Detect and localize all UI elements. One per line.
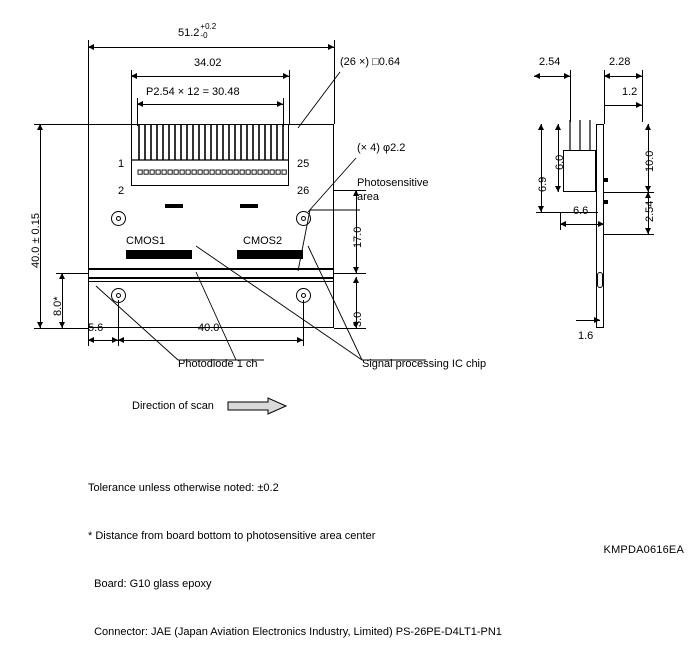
ext-height-bottom (34, 328, 88, 329)
tol-lower: -0 (200, 31, 208, 41)
side-dim-10-arrow-u (645, 124, 651, 130)
signal-ic-label: Signal processing IC chip (362, 358, 487, 370)
side-dim-2-54-v-text: 2.54 (644, 200, 656, 222)
ext-right-17-top (334, 190, 366, 191)
hole-size-note: (× 4) φ2.2 (357, 142, 406, 154)
side-dim-2-54-v-arrow-u (645, 192, 651, 198)
side-sensor-window (597, 272, 603, 288)
side-dim-6-0-arrow-u (555, 124, 561, 130)
side-tab-lower (604, 200, 608, 204)
dim-17-text: 17.0 (352, 226, 364, 248)
dim-3-text: 3.0 (352, 311, 364, 327)
ic-pad-right (240, 204, 258, 208)
photosensitive-area-line2: area (357, 191, 380, 203)
ext-line-left-inner (131, 70, 132, 124)
pad-size-leader (280, 66, 350, 136)
dim-inner-width-text: 34.02 (194, 57, 222, 69)
side-dim-2-28-top: 2.28 (609, 56, 631, 68)
side-ext-a (570, 70, 571, 122)
bottom-leaders (86, 252, 486, 362)
side-pins (560, 120, 604, 154)
ext-height-top (34, 124, 88, 125)
side-dim-1-6-text: 1.6 (578, 330, 594, 342)
connector-pads (131, 166, 289, 182)
ext-pitch-left (137, 98, 138, 126)
side-ext-6-6-left (560, 212, 561, 230)
pin-number-25: 25 (297, 158, 310, 170)
dim-hole-span-text: 40.0 (198, 322, 220, 334)
side-tab-upper (604, 178, 608, 182)
side-dim-10-text: 10.0 (644, 150, 656, 172)
mounting-hole-top-left (111, 211, 126, 226)
side-dim-6-0-text: 6.0 (554, 154, 566, 170)
side-dim-1-6-arrow (594, 317, 600, 323)
notes-block (88, 448, 502, 672)
side-dim-1-2-arrow (636, 102, 642, 108)
dim-bottom-offset-text: 8.0* (52, 296, 64, 316)
connector-pins (131, 124, 289, 160)
side-dim-6-9-arrow-u (538, 124, 544, 130)
side-connector-body (563, 150, 596, 192)
dim-pitch-line (137, 104, 283, 105)
dim-height-text: 40.0 ± 0.15 (30, 213, 42, 268)
dim-overall-width-text: 51.2 +0.2 -0 (178, 22, 217, 41)
ext-bottom-offset-top (56, 273, 88, 274)
cmos2-label: CMOS2 (243, 235, 283, 247)
pin-number-26: 26 (297, 185, 310, 197)
side-ext-b (604, 70, 605, 124)
side-dim-6-0-arrow-d (555, 186, 561, 192)
side-dim-2-54-arrow-l (534, 73, 540, 79)
side-dim-6-6-arrow-r (598, 221, 604, 227)
ic-pad-left (165, 204, 183, 208)
photosensitive-area-label (357, 176, 429, 204)
dim-inner-width-line (131, 76, 289, 77)
photosensitive-area-line1: Photosensitive (357, 177, 429, 189)
side-dim-6-9-line (541, 124, 542, 212)
scan-direction-arrow (228, 398, 290, 416)
dim-17-arrow-up (353, 190, 359, 196)
pad-size-note: (26 ×) □0.64 (340, 56, 401, 68)
side-ext-2-54-bottom (604, 234, 654, 235)
note-line-1: Tolerance unless otherwise noted: ±0.2 (88, 482, 279, 494)
cmos1-label: CMOS1 (126, 235, 166, 247)
note-line-3: Board: G10 glass epoxy (88, 578, 212, 590)
pin-number-2: 2 (118, 185, 125, 197)
ext-line-left-outer (88, 40, 89, 124)
dim-bottom-offset-arrow-down (59, 322, 65, 328)
photodiode-label: Photodiode 1 ch (178, 358, 258, 370)
dim-pitch-text: P2.54 × 12 = 30.48 (146, 86, 240, 98)
side-ext-c (642, 70, 643, 122)
scan-direction-label: Direction of scan (132, 400, 214, 412)
side-ext-6-9-bottom (536, 212, 598, 213)
note-line-2: * Distance from board bottom to photosensitive area center (88, 530, 376, 542)
pin-number-1: 1 (118, 158, 125, 170)
side-dim-1-2: 1.2 (622, 86, 638, 98)
side-dim-6-9-text: 6.9 (537, 176, 549, 192)
note-line-4: Connector: JAE (Japan Aviation Electronics Industry, Limited) PS-26PE-D4LT1-PN1 (88, 626, 502, 638)
side-dim-2-54-top: 2.54 (539, 56, 561, 68)
drawing-code: KMPDA0616EA (603, 544, 684, 556)
tol-upper: +0.2 (200, 22, 217, 32)
dim-overall-width-line (88, 47, 334, 48)
side-dim-6-6-text: 6.6 (573, 205, 589, 217)
dim-5-6-text: 5.6 (88, 322, 104, 334)
